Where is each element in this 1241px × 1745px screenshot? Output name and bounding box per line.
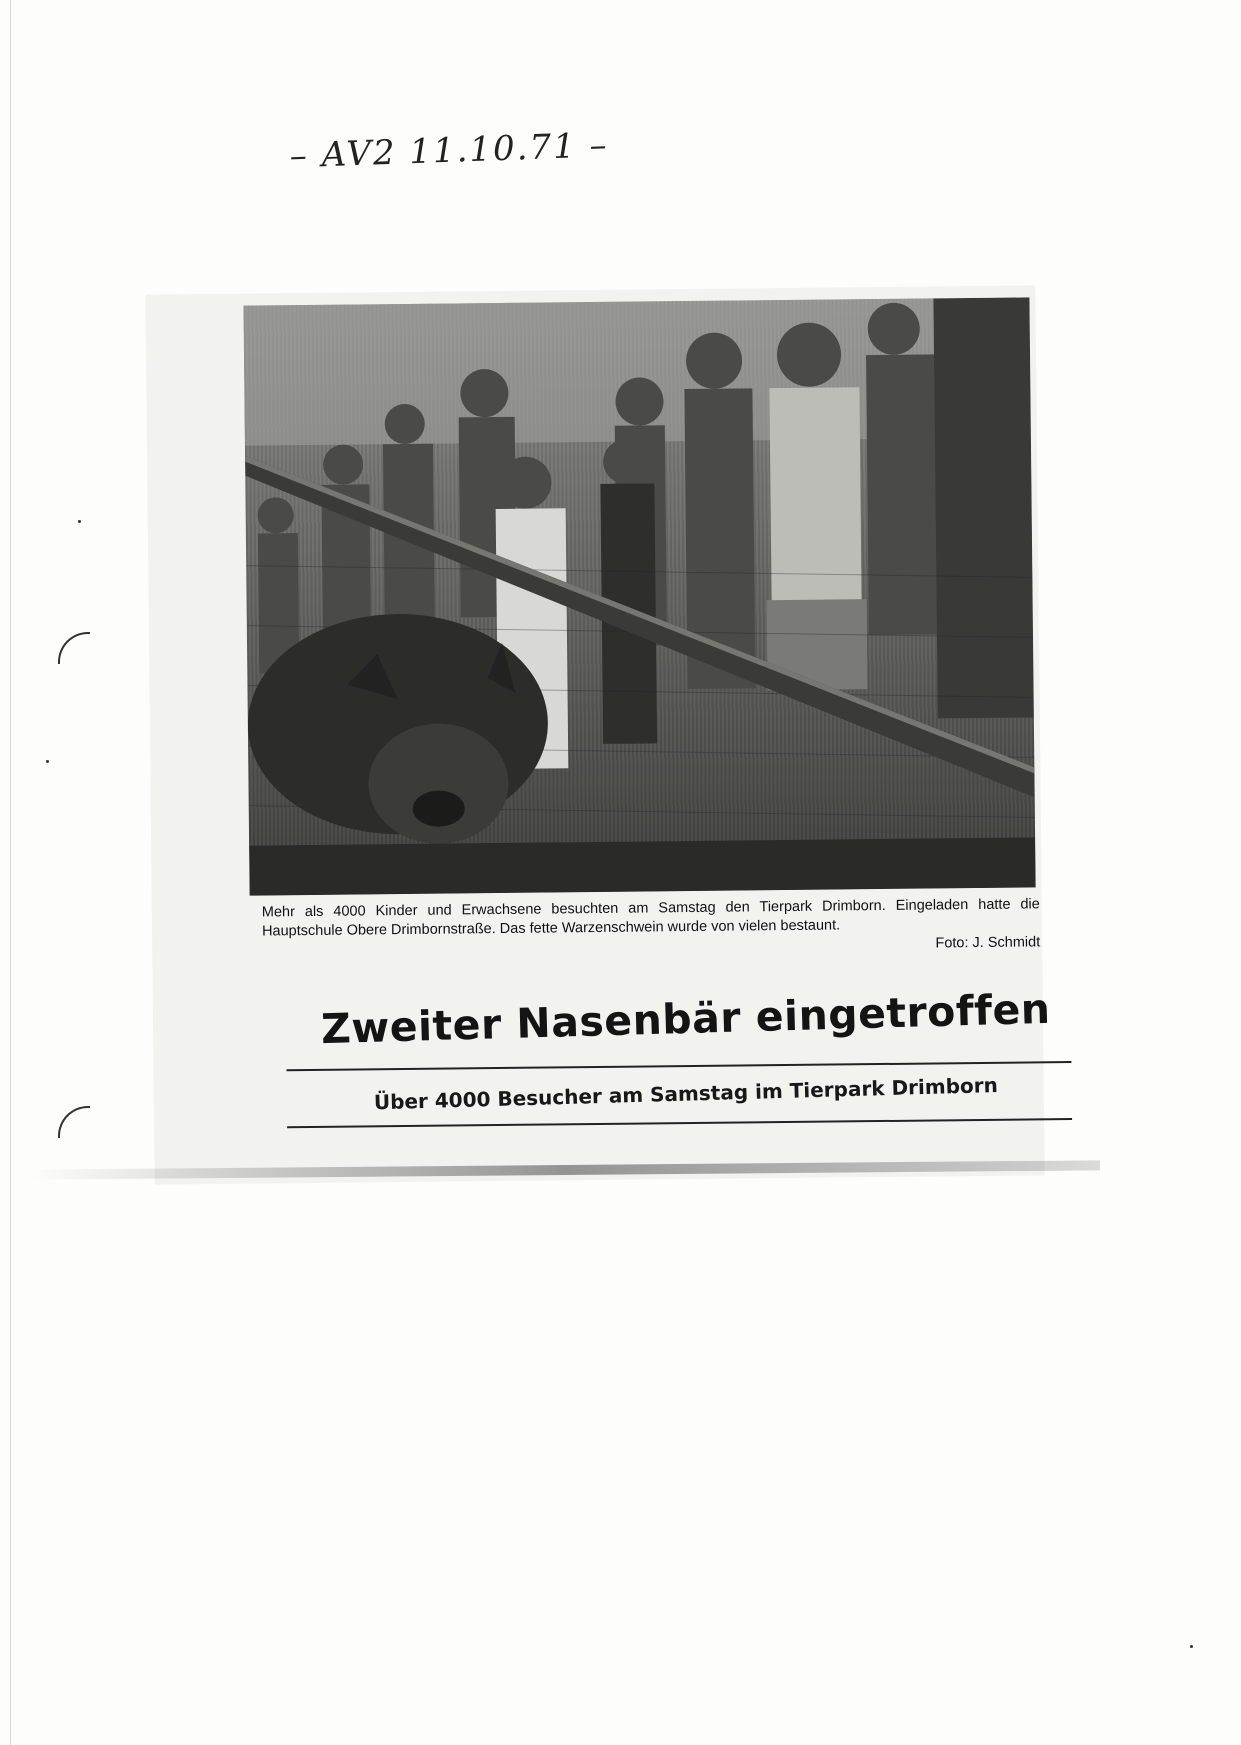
page-edge (10, 0, 11, 1745)
scan-speck (1190, 1645, 1193, 1648)
article-headline: Zweiter Nasenbär eingetroffen (320, 984, 1052, 1054)
handwritten-note: – AV2 11.10.71 – (289, 125, 610, 177)
punch-hole (58, 1106, 90, 1138)
caption-text: Mehr als 4000 Kinder und Erwachsene besuchten am Samstag den Tierpark Drimborn. Eingeladen hatte die Hauptschule Obere Drimbornstraße. Das fette Warzenschwein wurde von vielen bestaunt. (261, 896, 1040, 940)
punch-hole (58, 632, 90, 664)
scan-speck (46, 760, 49, 763)
photo-credit: Foto: J. Schmidt (935, 934, 1041, 952)
photo-caption (261, 895, 1041, 952)
divider-rule (287, 1118, 1072, 1128)
newspaper-clipping (145, 285, 1052, 1184)
scan-speck (78, 520, 81, 523)
article-subheadline: Über 4000 Besucher am Samstag im Tierpark Drimborn (373, 1072, 999, 1115)
divider-rule (286, 1061, 1071, 1071)
news-photo (243, 297, 1035, 895)
photo-illustration (243, 297, 1035, 895)
